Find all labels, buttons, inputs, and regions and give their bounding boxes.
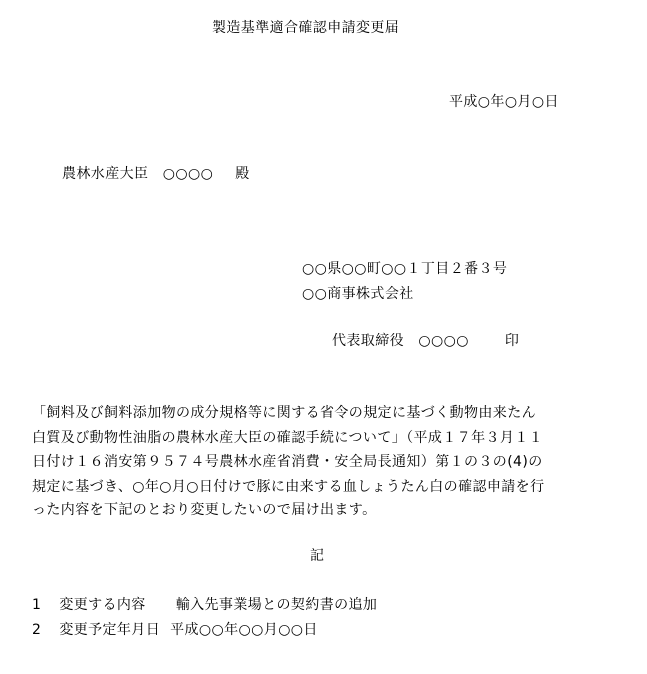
list-item bbox=[32, 620, 318, 640]
item-number: 1 bbox=[32, 597, 42, 613]
body-line: 「飼料及び飼料添加物の成分規格等に関する省令の規定に基づく動物由来たん bbox=[32, 405, 536, 421]
item-number: 2 bbox=[32, 622, 42, 638]
body-line: 日付け１６消安第９５７４号農林水産省消費・安全局長通知）第１の３の(4)の bbox=[32, 454, 543, 470]
applicant-address: ○○県○○町○○１丁目２番３号 bbox=[302, 261, 508, 277]
representative-name: 代表取締役 ○○○○ bbox=[332, 333, 469, 349]
applicant-representative bbox=[332, 331, 519, 351]
addressee-honorific: 殿 bbox=[235, 166, 250, 182]
document-date: 平成○年○月○日 bbox=[449, 94, 559, 110]
applicant-company: ○○商事株式会社 bbox=[302, 286, 414, 302]
item-label: 変更する内容 bbox=[59, 597, 146, 613]
addressee-name: 農林水産大臣 ○○○○ bbox=[62, 166, 214, 182]
document-title: 製造基準適合確認申請変更届 bbox=[212, 20, 400, 36]
item-value: 平成○○年○○月○○日 bbox=[170, 622, 318, 638]
item-value: 輸入先事業場との契約書の追加 bbox=[175, 597, 378, 613]
item-label: 変更予定年月日 bbox=[59, 622, 161, 638]
body-line: 白質及び動物性油脂の農林水産大臣の確認手続について」（平成１７年３月１１ bbox=[32, 430, 544, 446]
list-item bbox=[32, 595, 377, 615]
body-line: 規定に基づき、○年○月○日付けで豚に由来する血しょうたん白の確認申請を行 bbox=[32, 479, 545, 495]
addressee bbox=[62, 164, 250, 184]
ki-heading: 記 bbox=[310, 548, 325, 564]
body-line: った内容を下記のとおり変更したいので届け出ます。 bbox=[32, 502, 377, 518]
seal-mark: 印 bbox=[504, 333, 520, 349]
